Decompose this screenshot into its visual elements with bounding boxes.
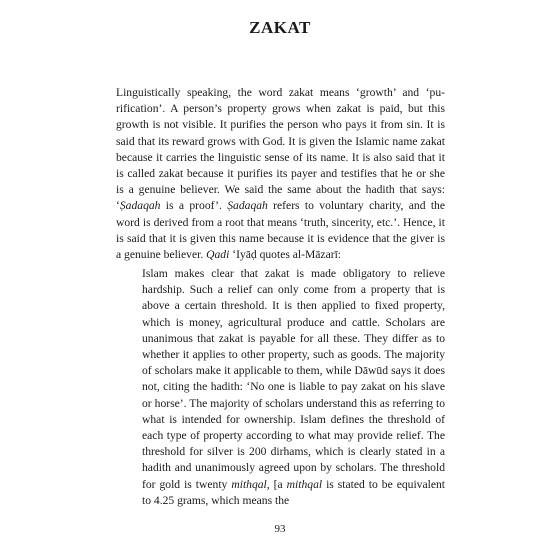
paragraph-text: refers to voluntary charity, and the word is derived from a root that means ‘truth, sincerity, etc.’. Hence, it is said that it is given this name because it is evidence that the giver is a genuine believer.: [116, 199, 446, 262]
page-number: 93: [274, 523, 286, 535]
italic-term: mithqal: [231, 477, 267, 491]
quote-text: , [a: [266, 477, 287, 491]
page-title: ZAKAT: [249, 18, 311, 37]
quote-text: Islam makes clear that zakat is made obligatory to relieve hardship. Such a relief can only come from a property that is above a certain threshold. It is then applied to fixed property, which is money, agricultural produce and cattle. Scholars are unanimous that zakat is payable for all these. They differ as to whether it applies to other property, such as goods. The majority of scholars make it applicable to them, while Dāwūd says it does not, citing the hadith: ‘No one is liable to pay zakat on his slave or horse’. The majority of scholars understand this as referring to what is intended for ownership. Islam defines the threshold of each type of property according to what may provide relief. The threshold for silver is 200 dirhams, which is clearly stated in a hadith and unanimously agreed upon by scholars. The threshold for gold is twenty: [142, 267, 445, 491]
block-quote: [142, 266, 445, 509]
italic-term: mithqal: [286, 477, 323, 491]
paragraph-text: is a proof’.: [160, 199, 228, 213]
italic-term: Ṣadaqah: [119, 199, 161, 213]
italic-term: Ṣadaqah: [227, 199, 268, 213]
paragraph-text: ‘Iyāḍ quotes al-Māzarī:: [229, 248, 342, 262]
paragraph-text: Linguistically speaking, the word zakat means ‘growth’ and ‘purification’. A person’s property grows when zakat is paid, but this growth is not visible. It purifies the person who pays it from sin. It is said that its reward grows with God. It is given the Islamic name zakat because it carries the linguistic sense of its name. It is also said that it is called zakat because it purifies its payer and testifies that he or she is a genuine believer. We said the same about the hadith that says: ‘: [116, 86, 445, 213]
italic-term: Qadi: [206, 248, 230, 262]
quote-text: is stated to be equivalent to 4.25 grams, which means the: [142, 477, 446, 507]
body-paragraph: [116, 85, 445, 263]
